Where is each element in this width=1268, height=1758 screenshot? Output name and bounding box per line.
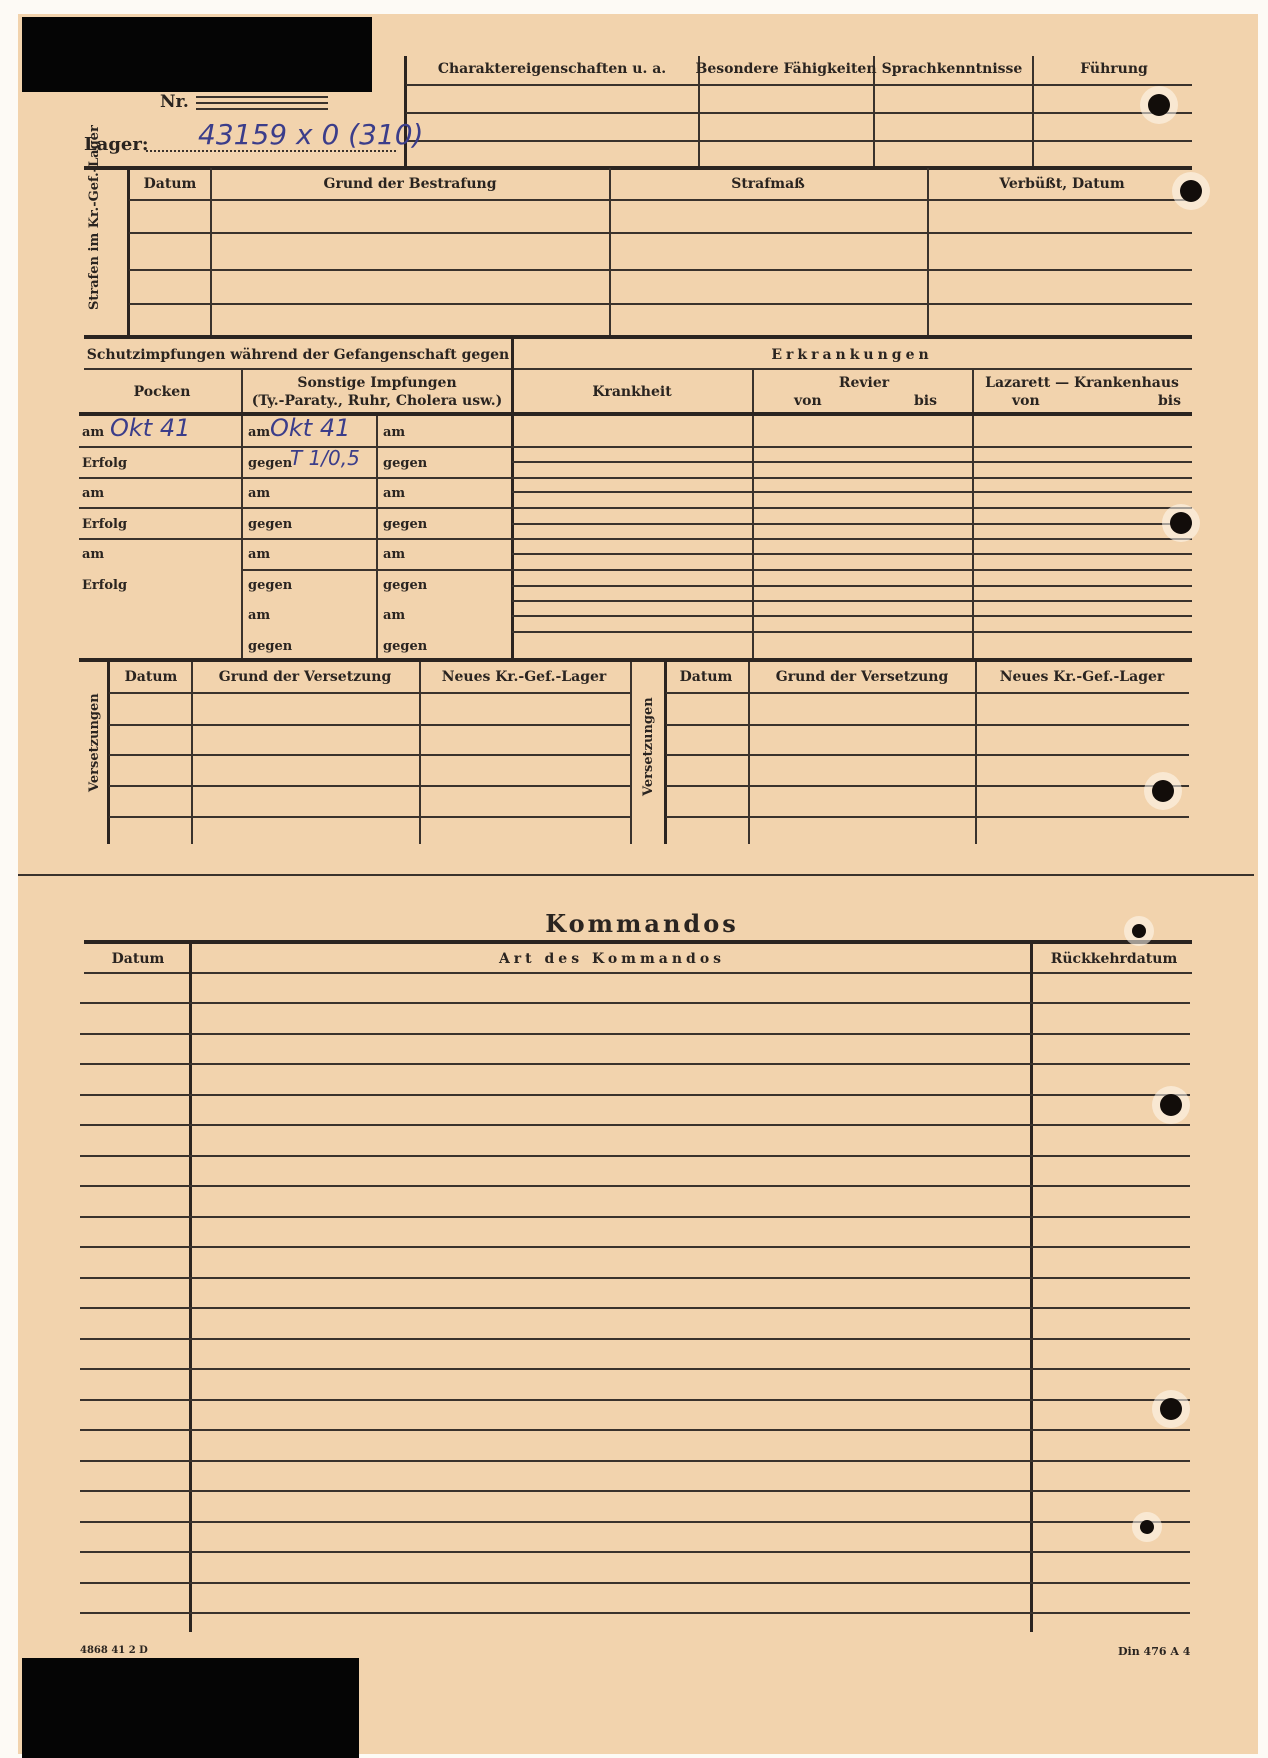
punch-hole <box>1132 924 1146 938</box>
vaccination-label-erfolg: Erfolg <box>82 577 128 593</box>
rule-line <box>666 785 1189 787</box>
vers-lager-left: Neues Kr.-Gef.-Lager <box>441 669 607 685</box>
lazarett-bis: bis <box>1158 393 1181 409</box>
rule-line <box>80 1460 1190 1462</box>
rule-line <box>84 368 512 370</box>
punch-hole <box>1140 1520 1154 1534</box>
versetzungen-side-label-right: Versetzungen <box>641 697 656 796</box>
vers-datum-left: Datum <box>124 669 178 685</box>
document-sheet <box>18 14 1258 1754</box>
rule-line <box>80 1368 1190 1370</box>
col-sprachkenntnisse: Sprachkenntnisse <box>881 61 1023 77</box>
rule-line <box>18 874 1254 876</box>
vaccination-label-am: am <box>248 486 271 501</box>
vaccination-label-gegen: gegen <box>383 577 428 593</box>
col-verbuesst: Verbüßt, Datum <box>999 176 1125 192</box>
impfungen-title: Schutzimpfungen während der Gefangenschaft gegen <box>86 347 510 363</box>
rule-line <box>512 523 1192 525</box>
redaction-block-top <box>22 17 372 92</box>
rule-line <box>127 168 130 336</box>
rule-line <box>109 816 631 818</box>
rule-line <box>109 754 631 756</box>
rule-line <box>80 1033 1190 1035</box>
col-datum: Datum <box>143 176 197 192</box>
rule-line <box>189 942 192 1632</box>
rule-line <box>666 724 1189 726</box>
rule-line <box>512 491 1192 493</box>
rule-line <box>80 1155 1190 1157</box>
lazarett-von: von <box>1012 393 1040 409</box>
footer-din-format: Din 476 A 4 <box>1118 1645 1191 1658</box>
rule-line <box>80 1246 1190 1248</box>
rule-line <box>406 140 1192 142</box>
rule-line <box>666 816 1189 818</box>
sonstige-subheader: (Ty.-Paraty., Ruhr, Cholera usw.) <box>251 393 503 409</box>
rule-line <box>512 507 1192 509</box>
rule-line <box>80 1429 1190 1431</box>
rule-line <box>80 1399 1190 1401</box>
vaccination-label-am: am <box>248 547 271 562</box>
punch-hole <box>1180 180 1202 202</box>
vaccination-label-am: am <box>248 608 271 623</box>
col-strafmass: Strafmaß <box>731 176 805 192</box>
vaccination-label-am: am <box>383 547 406 562</box>
rule-line <box>609 168 611 336</box>
rule-line <box>109 692 631 694</box>
vaccination-label-am: am <box>82 486 105 501</box>
rule-line <box>80 1216 1190 1218</box>
rule-line <box>84 972 1192 974</box>
kommandos-col-datum: Datum <box>111 951 165 967</box>
rule-line <box>80 1063 1190 1065</box>
lazarett-header: Lazarett — Krankenhaus <box>985 375 1179 391</box>
rule-line <box>109 785 631 787</box>
vaccination-label-am: am <box>383 608 406 623</box>
col-faehigkeiten: Besondere Fähigkeiten <box>695 61 877 77</box>
rule-line <box>512 461 1192 463</box>
rule-line <box>80 1307 1190 1309</box>
punch-hole <box>1160 1094 1182 1116</box>
krankheit-header: Krankheit <box>592 384 672 400</box>
sonstige-gegen-value: T 1/0,5 <box>290 446 360 470</box>
vers-lager-right: Neues Kr.-Gef.-Lager <box>999 669 1165 685</box>
vaccination-label-gegen: gegen <box>248 455 293 471</box>
vaccination-label-am: am <box>383 425 406 440</box>
rule-line <box>129 199 1192 201</box>
rule-line <box>80 1551 1190 1553</box>
revier-von: von <box>794 393 822 409</box>
col-fuehrung: Führung <box>1080 61 1148 77</box>
strafen-side-label: Strafen im Kr.-Gef.-Lager <box>87 125 102 310</box>
rule-line <box>84 335 1192 339</box>
revier-bis: bis <box>914 393 937 409</box>
kommandos-col-art: Art des Kommandos <box>498 951 726 967</box>
rule-line <box>512 538 1192 540</box>
vaccination-label-gegen: gegen <box>248 577 293 593</box>
kommandos-title: Kommandos <box>545 909 739 938</box>
rule-line <box>79 412 1192 416</box>
sonstige-am-value: Okt 41 <box>270 414 351 442</box>
rule-line <box>511 338 514 660</box>
rule-line <box>512 631 1192 633</box>
rule-line <box>79 658 1192 662</box>
rule-line <box>84 166 1192 170</box>
vaccination-label-gegen: gegen <box>383 638 428 654</box>
rule-line <box>109 724 631 726</box>
rule-line <box>512 600 1192 602</box>
rule-line <box>666 754 1189 756</box>
rule-line <box>80 1582 1190 1584</box>
col-charaktereigenschaften: Charaktereigenschaften u. a. <box>437 61 667 77</box>
vaccination-label-am: am <box>82 547 105 562</box>
vaccination-label-am: am <box>248 425 271 440</box>
vaccination-label-am: am <box>383 486 406 501</box>
rule-line <box>210 168 212 336</box>
rule-line <box>129 269 1192 271</box>
redaction-block-bottom <box>22 1658 359 1758</box>
rule-line <box>79 507 512 509</box>
rule-line <box>80 1490 1190 1492</box>
vers-grund-left: Grund der Versetzung <box>218 669 392 685</box>
rule-line <box>1030 942 1033 1632</box>
rule-line <box>512 585 1192 587</box>
rule-line <box>79 477 512 479</box>
rule-line <box>80 1185 1190 1187</box>
punch-hole <box>1160 1398 1182 1420</box>
rule-line <box>512 615 1192 617</box>
footer-print-code: 4868 41 2 D <box>80 1645 148 1656</box>
vers-datum-right: Datum <box>679 669 733 685</box>
sonstige-header: Sonstige Impfungen <box>297 375 457 391</box>
rule-line <box>80 1612 1190 1614</box>
vaccination-label-erfolg: Erfolg <box>82 455 128 471</box>
pocken-header: Pocken <box>133 384 191 400</box>
vaccination-label-erfolg: Erfolg <box>82 516 128 532</box>
punch-hole <box>1170 512 1192 534</box>
rule-line <box>376 414 378 660</box>
vers-grund-right: Grund der Versetzung <box>775 669 949 685</box>
rule-line <box>1032 56 1034 166</box>
rule-line <box>512 368 1192 370</box>
erkrankungen-title: Erkrankungen <box>771 347 933 363</box>
rule-line <box>80 1094 1190 1096</box>
versetzungen-side-label-left: Versetzungen <box>87 693 102 792</box>
kommandos-col-rueckkehr: Rückkehrdatum <box>1050 951 1178 967</box>
rule-line <box>80 1002 1190 1004</box>
rule-line <box>512 446 1192 448</box>
rule-line <box>129 232 1192 234</box>
punch-hole <box>1152 780 1174 802</box>
rule-line <box>406 112 1192 114</box>
rule-line <box>80 1124 1190 1126</box>
rule-line <box>79 538 512 540</box>
rule-line <box>512 553 1192 555</box>
revier-header: Revier <box>838 375 890 391</box>
col-grund-bestrafung: Grund der Bestrafung <box>323 176 497 192</box>
rule-line <box>406 84 1192 86</box>
rule-line <box>927 168 929 336</box>
vaccination-label-gegen: gegen <box>248 516 293 532</box>
rule-line <box>512 477 1192 479</box>
rule-line <box>512 569 1192 571</box>
nr-label: Nr. <box>160 92 189 112</box>
rule-line <box>80 1521 1190 1523</box>
vaccination-label-am: am <box>82 425 105 440</box>
pocken-am-value: Okt 41 <box>110 414 191 442</box>
lager-value: 43159 x 0 (310) <box>198 118 424 151</box>
lager-label: Lager: <box>84 134 149 155</box>
rule-line <box>129 303 1192 305</box>
rule-line <box>80 1338 1190 1340</box>
vaccination-label-gegen: gegen <box>383 455 428 471</box>
rule-line <box>84 940 1192 944</box>
rule-line <box>241 569 512 571</box>
punch-hole <box>1148 94 1170 116</box>
vaccination-label-gegen: gegen <box>383 516 428 532</box>
rule-line <box>80 1277 1190 1279</box>
rule-line <box>666 692 1189 694</box>
vaccination-label-gegen: gegen <box>248 638 293 654</box>
